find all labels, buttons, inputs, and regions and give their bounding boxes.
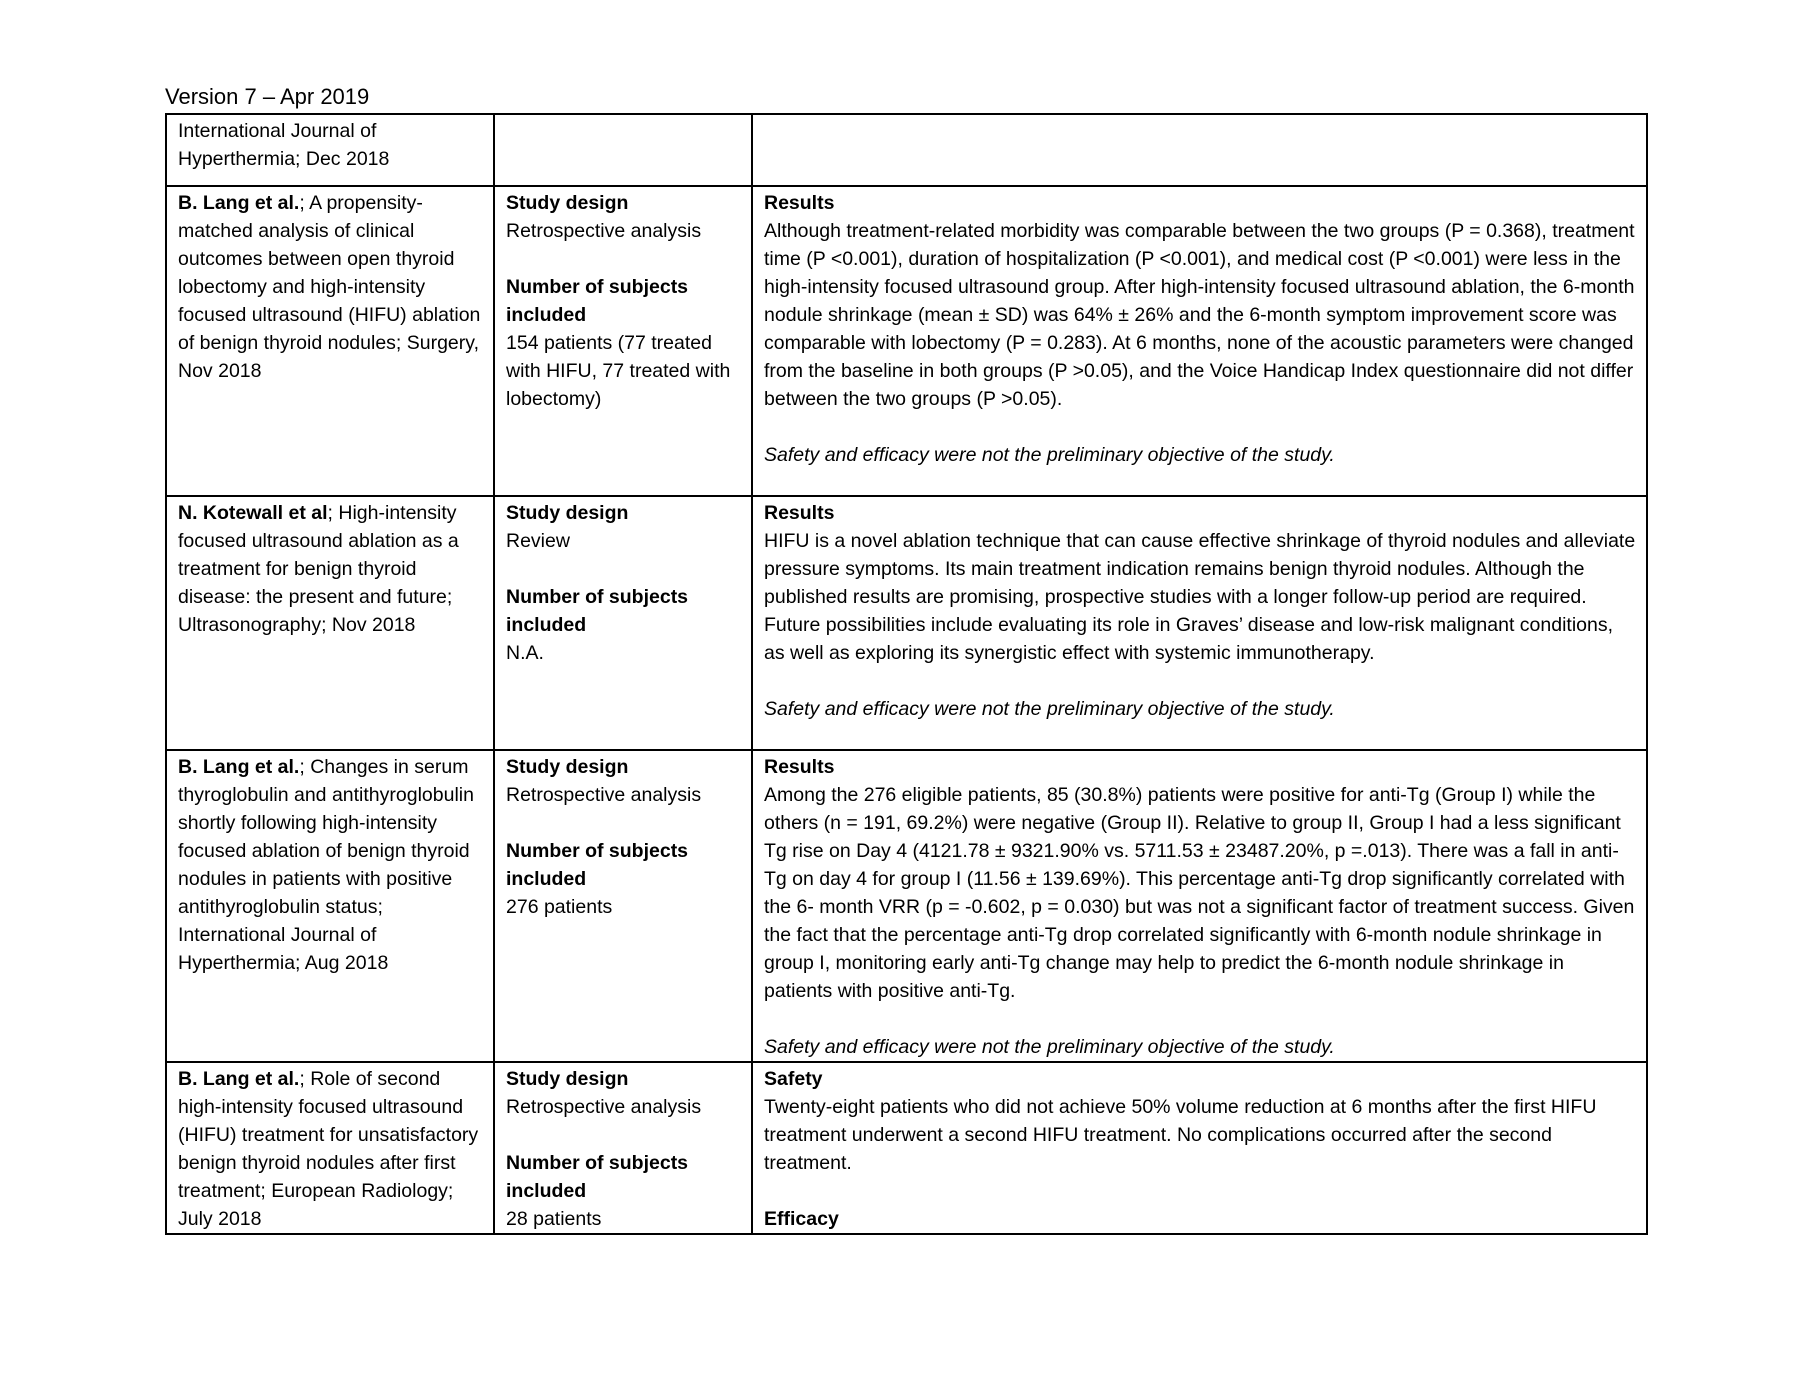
- design-cell: [494, 186, 752, 496]
- subjects-label: Number of subjects included: [506, 586, 689, 636]
- reference-text: ; High-intensity focused ultrasound ablation as a treatment for benign thyroid disease: the present and future; Ultrasonography; Nov 2018: [178, 502, 459, 636]
- results-text: HIFU is a novel ablation technique that can cause effective shrinkage of thyroid nodules and alleviate pressure symptoms. Its main treatment indication remains benign thyroid nodules. Although the published results are promising, prospective studies with a longer follow-up period are required. Future possibilities include evaluating its role in Graves’ disease and low-risk malignant conditions, as well as exploring its synergistic effect with systemic immunotherapy.: [764, 530, 1636, 664]
- subjects-label: Number of subjects included: [506, 1152, 689, 1202]
- subjects-value: 154 patients (77 treated with HIFU, 77 treated with lobectomy): [506, 332, 731, 410]
- reference-cell: [166, 496, 494, 750]
- reference-text: ; Changes in serum thyroglobulin and antithyroglobulin shortly following high-intensity focused ablation of benign thyroid nodules in patients with positive antithyroglobulin status; International Journal of Hyperthermia; Aug 2018: [178, 756, 474, 974]
- results-note: Safety and efficacy were not the preliminary objective of the study.: [764, 698, 1335, 720]
- safety-text: Twenty-eight patients who did not achieve 50% volume reduction at 6 months after the first HIFU treatment underwent a second HIFU treatment. No complications occurred after the second treatment.: [764, 1096, 1597, 1174]
- design-cell: [494, 114, 752, 186]
- reference-cell: [166, 186, 494, 496]
- results-cell: [752, 1062, 1647, 1234]
- study-design-value: Retrospective analysis: [506, 784, 702, 806]
- reference-cell: [166, 114, 494, 186]
- results-note: Safety and efficacy were not the preliminary objective of the study.: [764, 444, 1335, 466]
- study-design-label: Study design: [506, 502, 629, 524]
- study-design-value: Retrospective analysis: [506, 220, 702, 242]
- efficacy-heading: Efficacy: [764, 1208, 839, 1230]
- design-cell: [494, 1062, 752, 1234]
- table-row: [166, 496, 1647, 750]
- design-cell: [494, 496, 752, 750]
- design-cell: [494, 750, 752, 1062]
- results-cell: [752, 114, 1647, 186]
- results-cell: [752, 496, 1647, 750]
- subjects-label: Number of subjects included: [506, 276, 689, 326]
- reference-cell: [166, 1062, 494, 1234]
- reference-text: International Journal of Hyperthermia; Dec 2018: [178, 120, 390, 170]
- table-row: [166, 114, 1647, 186]
- safety-heading: Safety: [764, 1068, 823, 1090]
- page-header-version: Version 7 – Apr 2019: [165, 84, 370, 109]
- author-name: B. Lang et al.: [178, 756, 300, 778]
- table-row: [166, 750, 1647, 1062]
- study-design-value: Retrospective analysis: [506, 1096, 702, 1118]
- results-text: Although treatment-related morbidity was comparable between the two groups (P = 0.368), treatment time (P <0.001), duration of hospitalization (P <0.001), and medical cost (P <0.001) were less in the high-intensity focused ultrasound group. After high-intensity focused ultrasound ablation, the 6-month nodule shrinkage (mean ± SD) was 64% ± 26% and the 6-month symptom improvement score was comparable with lobectomy (P = 0.283). At 6 months, none of the acoustic parameters were changed from the baseline in both groups (P >0.05), and the Voice Handicap Index questionnaire did not differ between the two groups (P >0.05).: [764, 220, 1635, 410]
- table-row: [166, 1062, 1647, 1234]
- reference-text: ; A propensity-matched analysis of clinical outcomes between open thyroid lobectomy and high-intensity focused ultrasound (HIFU) ablation of benign thyroid nodules; Surgery, Nov 2018: [178, 192, 481, 382]
- table-row: [166, 186, 1647, 496]
- author-name: N. Kotewall et al: [178, 502, 328, 524]
- results-heading: Results: [764, 192, 835, 214]
- results-cell: [752, 186, 1647, 496]
- subjects-value: 28 patients: [506, 1208, 602, 1230]
- results-cell: [752, 750, 1647, 1062]
- reference-text: ; Role of second high-intensity focused ultrasound (HIFU) treatment for unsatisfactory benign thyroid nodules after first treatment; European Radiology; July 2018: [178, 1068, 479, 1230]
- study-design-value: Review: [506, 530, 570, 552]
- study-design-label: Study design: [506, 1068, 629, 1090]
- literature-table: [165, 113, 1648, 1235]
- reference-cell: [166, 750, 494, 1062]
- author-name: B. Lang et al.: [178, 1068, 300, 1090]
- results-text: Among the 276 eligible patients, 85 (30.8%) patients were positive for anti-Tg (Group I) while the others (n = 191, 69.2%) were negative (Group II). Relative to group II, Group I had a less significant Tg rise on Day 4 (4121.78 ± 9321.90% vs. 5711.53 ± 23487.20%, p =.013). There was a fall in anti-Tg on day 4 for group I (11.56 ± 139.69%). This percentage anti-Tg drop significantly correlated with the 6- month VRR (p = -0.602, p = 0.030) but was not a significant factor of treatment success. Given the fact that the percentage anti-Tg drop correlated significantly with 6-month nodule shrinkage in group I, monitoring early anti-Tg change may help to predict the 6-month nodule shrinkage in patients with positive anti-Tg.: [764, 784, 1635, 1002]
- subjects-value: 276 patients: [506, 896, 613, 918]
- author-name: B. Lang et al.: [178, 192, 300, 214]
- results-heading: Results: [764, 502, 835, 524]
- results-heading: Results: [764, 756, 835, 778]
- study-design-label: Study design: [506, 192, 629, 214]
- study-design-label: Study design: [506, 756, 629, 778]
- results-note: Safety and efficacy were not the preliminary objective of the study.: [764, 1036, 1335, 1058]
- subjects-value: N.A.: [506, 642, 544, 664]
- subjects-label: Number of subjects included: [506, 840, 689, 890]
